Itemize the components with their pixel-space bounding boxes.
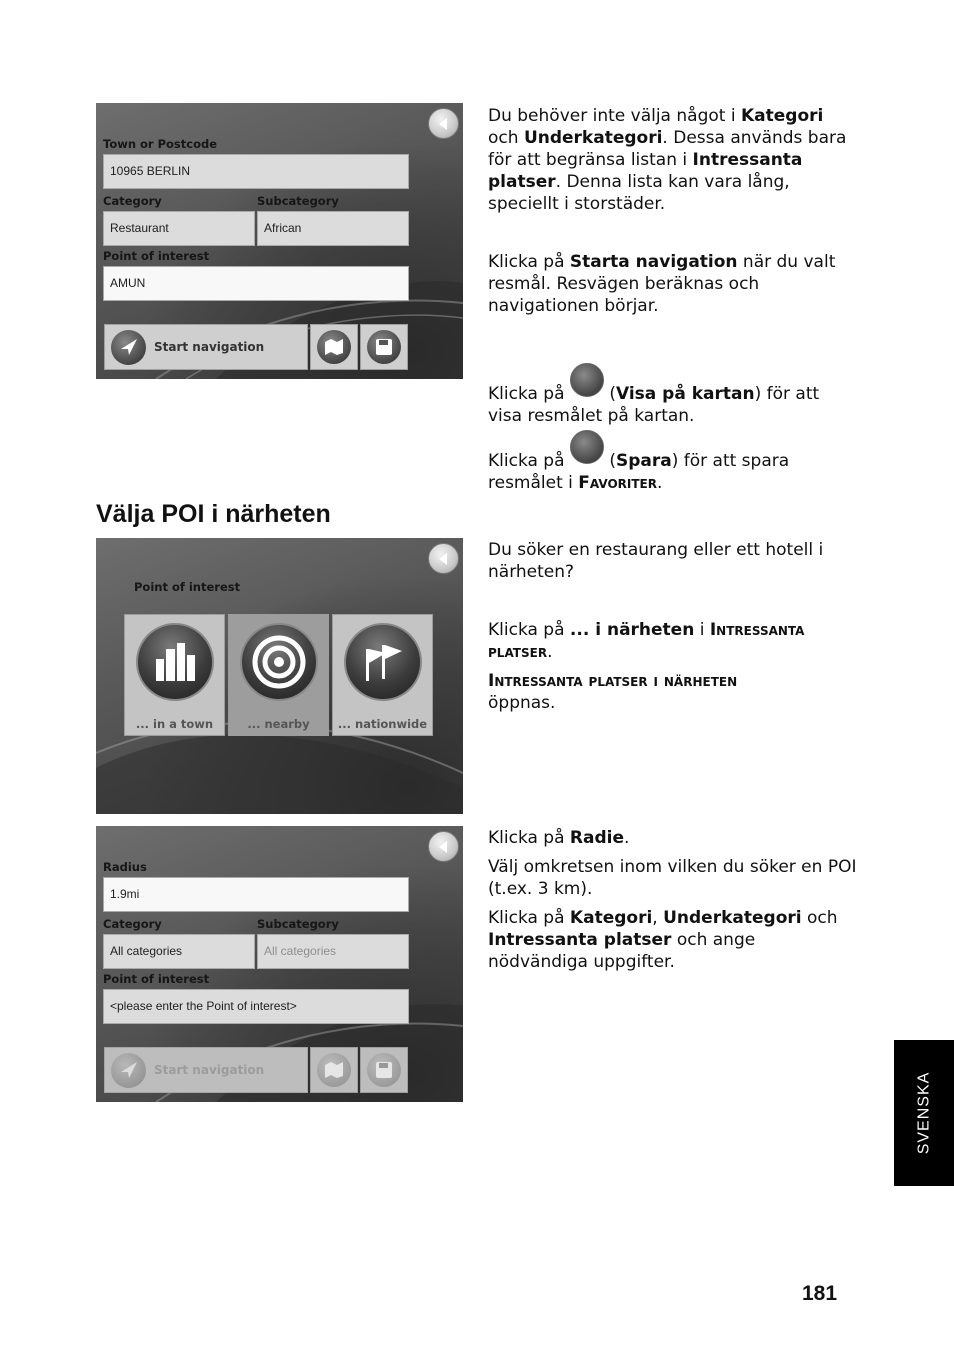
- poi-nationwide-tile[interactable]: [332, 614, 433, 736]
- poi-label: Point of interest: [103, 972, 210, 986]
- poi-nearby-label: ... nearby: [247, 717, 310, 731]
- save-button[interactable]: [360, 1047, 408, 1093]
- screenshot-poi-selection: [96, 538, 463, 814]
- show-on-map-button[interactable]: [310, 324, 358, 370]
- paragraph-save: Klicka på (Spara) för att spara resmålet i Favoriter.: [488, 436, 858, 494]
- category-label: Category: [103, 194, 162, 208]
- language-tab-label: SVENSKA: [915, 1071, 932, 1155]
- back-button[interactable]: [428, 543, 459, 574]
- poi-nationwide-label: ... nationwide: [337, 717, 428, 731]
- paragraph-enter-details: Klicka på Kategori, Underkategori och Intressanta platser och ange nödvändiga uppgifter.: [488, 908, 838, 972]
- radius-field[interactable]: 1.9mi: [103, 877, 409, 912]
- target-icon: [240, 623, 318, 701]
- paragraph-opens: Intressanta platser i närheten öppnas.: [488, 671, 738, 713]
- page-number: 181: [802, 1282, 838, 1305]
- start-navigation-label: Start navigation: [154, 1063, 265, 1077]
- start-navigation-button[interactable]: [104, 324, 308, 370]
- subcategory-field[interactable]: All categories: [257, 934, 409, 969]
- city-icon: [136, 623, 214, 701]
- subcategory-label: Subcategory: [257, 917, 339, 931]
- show-on-map-icon: [317, 1053, 351, 1087]
- back-arrow-icon: [436, 551, 452, 567]
- paragraph-start-navigation: Klicka på Starta navigation när du valt resmål. Resvägen beräknas och navigationen börjar.: [488, 252, 836, 316]
- back-arrow-icon: [436, 839, 452, 855]
- town-field[interactable]: 10965 BERLIN: [103, 154, 409, 189]
- poi-field[interactable]: <please enter the Point of interest>: [103, 989, 409, 1024]
- poi-in-town-tile[interactable]: [124, 614, 225, 736]
- poi-in-town-label: ... in a town: [135, 717, 214, 731]
- poi-nearby-tile[interactable]: [228, 614, 329, 736]
- start-navigation-icon: [111, 1053, 146, 1088]
- paragraph-category-info: Du behöver inte välja något i Kategori och Underkategori. Dessa används bara för att begränsa listan i Intressanta platser. Denna lista kan vara lång, speciellt i storstäder.: [488, 106, 847, 214]
- poi-title: Point of interest: [134, 580, 241, 594]
- start-navigation-label: Start navigation: [154, 340, 265, 354]
- poi-label: Point of interest: [103, 249, 210, 263]
- radius-label: Radius: [103, 860, 147, 874]
- show-on-map-button[interactable]: [310, 1047, 358, 1093]
- save-icon: [367, 330, 401, 364]
- category-label: Category: [103, 917, 162, 931]
- back-button[interactable]: [428, 108, 459, 139]
- section-heading: Välja POI i närheten: [96, 500, 331, 528]
- category-field[interactable]: All categories: [103, 934, 255, 969]
- back-arrow-icon: [436, 116, 452, 132]
- start-navigation-icon: [111, 330, 146, 365]
- subcategory-label: Subcategory: [257, 194, 339, 208]
- poi-field[interactable]: AMUN: [103, 266, 409, 301]
- start-navigation-button[interactable]: [104, 1047, 308, 1093]
- back-button[interactable]: [428, 831, 459, 862]
- paragraph-choose-radius: Välj omkretsen inom vilken du söker en POI (t.ex. 3 km).: [488, 857, 857, 899]
- screenshot-destination-form: [96, 103, 463, 379]
- paragraph-click-radius: Klicka på Radie.: [488, 828, 630, 848]
- save-button[interactable]: [360, 324, 408, 370]
- show-on-map-icon: [317, 330, 351, 364]
- category-field[interactable]: Restaurant: [103, 211, 255, 246]
- save-icon: [367, 1053, 401, 1087]
- screenshot-radius-form: [96, 826, 463, 1102]
- paragraph-click-nearby: Klicka på ... i närheten i Intressanta platser.: [488, 620, 805, 662]
- paragraph-show-on-map: Klicka på (Visa på kartan) för att visa resmålet på kartan.: [488, 369, 858, 427]
- subcategory-field[interactable]: African: [257, 211, 409, 246]
- language-tab: [894, 1040, 954, 1186]
- paragraph-search-nearby: Du söker en restaurang eller ett hotell i närheten?: [488, 540, 824, 582]
- save-icon: [570, 430, 604, 464]
- town-label: Town or Postcode: [103, 137, 218, 151]
- show-on-map-icon: [570, 363, 604, 397]
- flags-icon: [344, 623, 422, 701]
